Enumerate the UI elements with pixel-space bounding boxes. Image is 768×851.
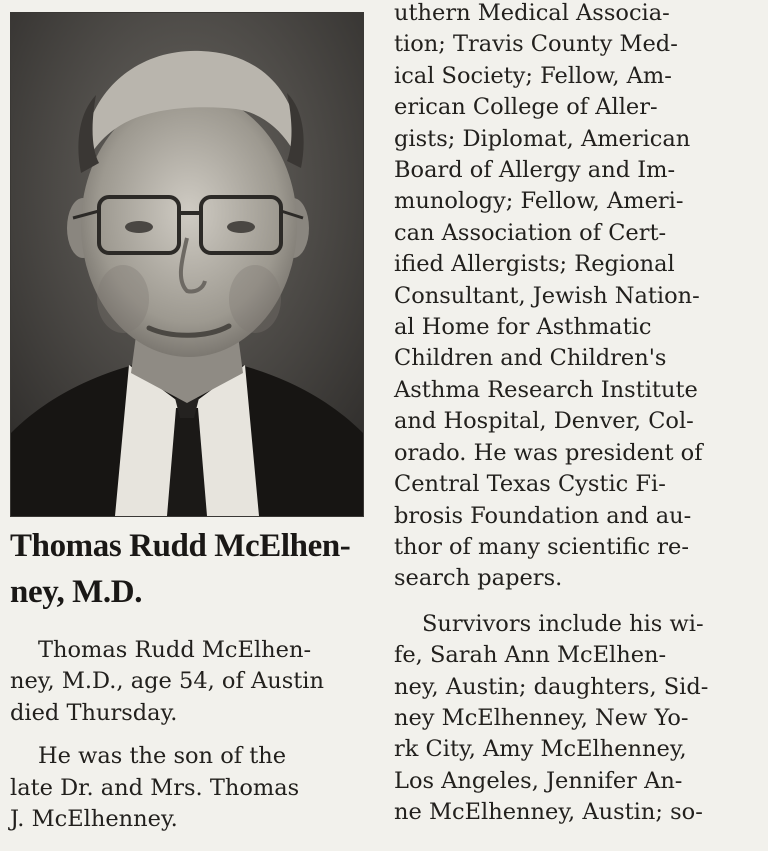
right-paragraph-2: Survivors include his wi- fe, Sarah Ann McElhen- ney, Austin; daughters, Sid- ney McElhenney, New Yo- rk City, Amy McElhenney, Los Angeles, Jennifer An- ne McElhenney, Austin; so- bbox=[394, 610, 709, 826]
right-column bbox=[394, 0, 750, 829]
right-paragraph-1: uthern Medical Associa- tion; Travis County Med- ical Society; Fellow, Am- erican College of Aller- gists; Diplomat, American Board of Allergy and Im- munology; Fellow, Ameri- can Association of Cert- ified Allergists; Regional Consultant, Jewish Nation- al Home for Asthmatic Children and Children's Asthma Research Institute and Hospital, Denver, Col- orado. He was president of Central Texas Cystic Fi- brosis Foundation and au- thor of many scientific re- search papers. bbox=[394, 0, 703, 592]
photo-caption: Thomas Rudd McElhen- ney, M.D. bbox=[10, 528, 351, 610]
portrait-photo-illustration bbox=[11, 13, 363, 516]
portrait-photo bbox=[10, 12, 364, 517]
left-paragraph-2: He was the son of the late Dr. and Mrs. Thomas J. McElhenney. bbox=[10, 743, 300, 833]
left-paragraph-1: Thomas Rudd McElhen- ney, M.D., age 54, of Austin died Thursday. bbox=[10, 637, 324, 726]
left-column bbox=[10, 12, 368, 835]
left-body-text bbox=[10, 635, 368, 835]
